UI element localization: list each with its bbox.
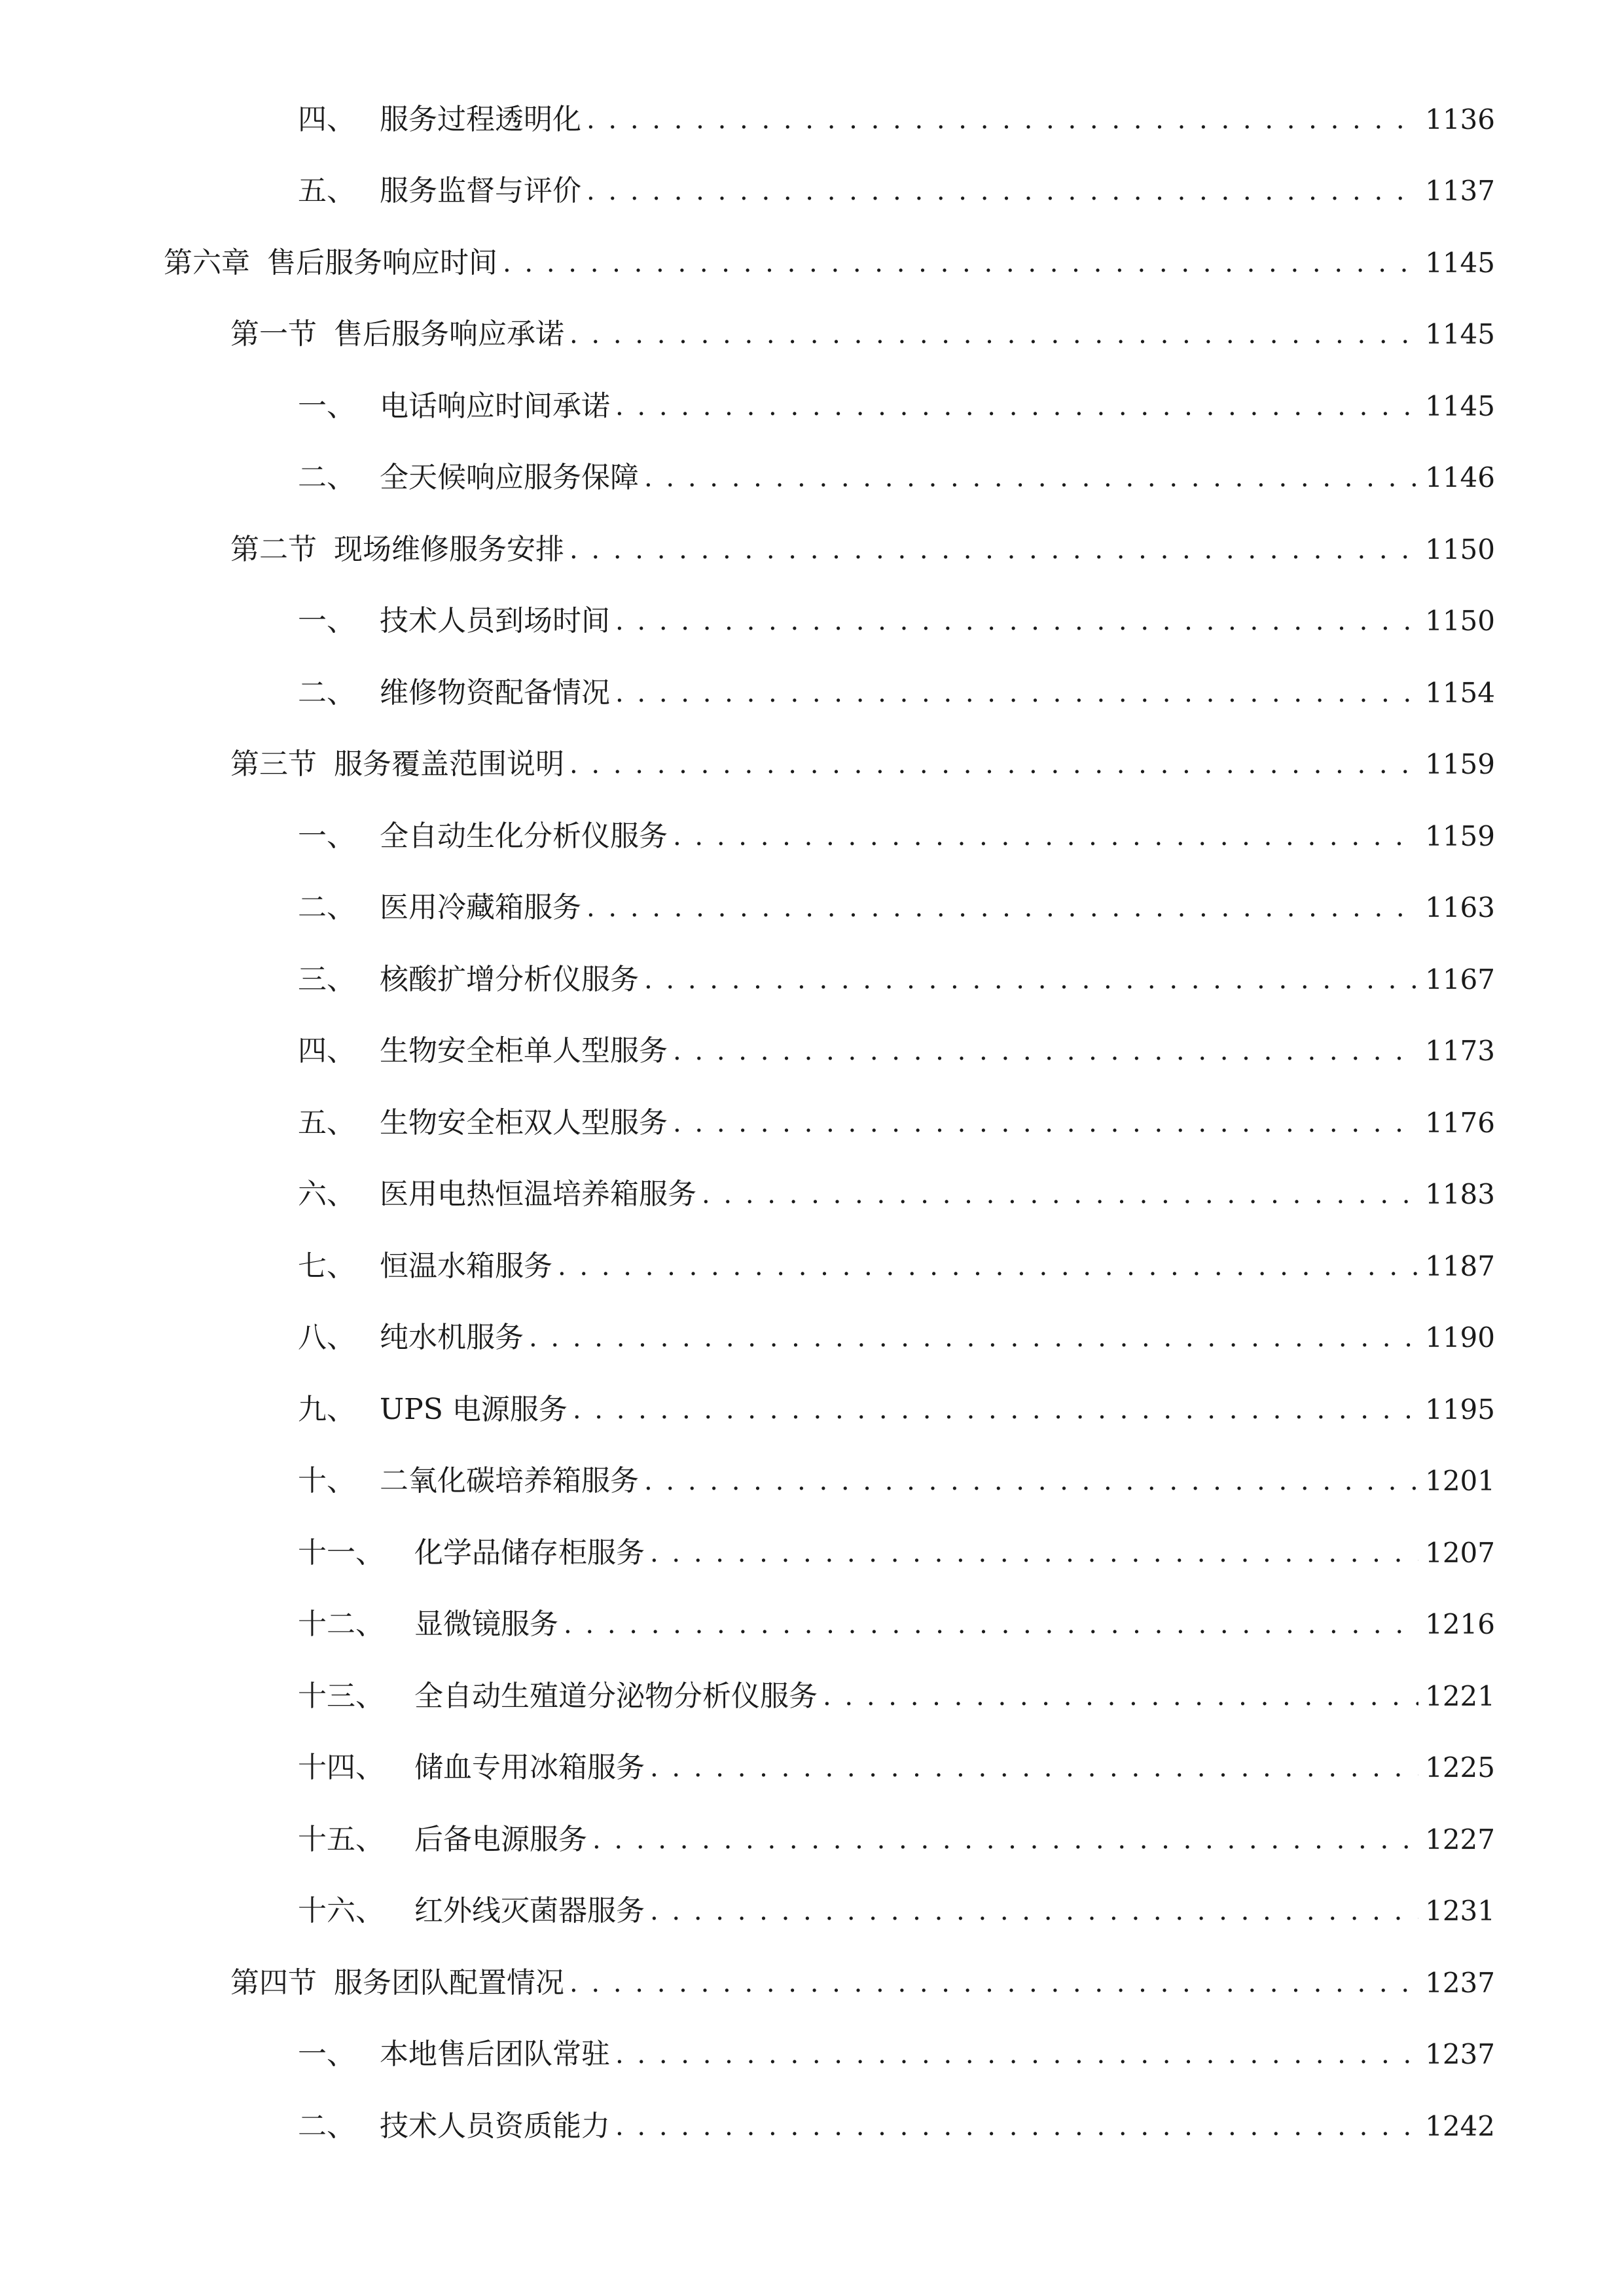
toc-entry-number: 四、 <box>298 1034 355 1067</box>
toc-entry-number: 一、 <box>298 819 355 853</box>
toc-entry-title: 显微镜服务 <box>414 1607 558 1641</box>
toc-entry[interactable] <box>298 1530 1495 1576</box>
toc-entry-number: 六、 <box>298 1177 355 1211</box>
toc-entry-page: 1190 <box>1425 1321 1495 1354</box>
toc-entry-number: 十四、 <box>298 1751 384 1784</box>
toc-entry-page: 1137 <box>1425 175 1495 207</box>
dot-leader <box>503 240 1418 286</box>
toc-entry-number: 第六章 <box>164 246 250 279</box>
toc-entry-title: 全自动生殖道分泌物分析仪服务 <box>414 1679 818 1713</box>
toc-entry-title: 服务团队配置情况 <box>334 1966 564 2000</box>
toc-entry-title: 技术人员到场时间 <box>380 604 610 637</box>
toc-entry-page: 1163 <box>1425 891 1495 924</box>
dot-leader <box>569 312 1418 357</box>
toc-entry-title: 售后服务响应承诺 <box>334 317 564 351</box>
toc-entry-number: 第一节 <box>230 317 317 351</box>
toc-entry-number: 十一、 <box>298 1536 384 1570</box>
toc-entry-title: 服务覆盖范围说明 <box>334 747 564 781</box>
dot-leader <box>573 1387 1418 1433</box>
dot-leader <box>615 2032 1418 2077</box>
dot-leader <box>673 1028 1418 1074</box>
toc-entry-page: 1242 <box>1425 2110 1495 2142</box>
toc-entry[interactable] <box>298 1100 1495 1146</box>
toc-entry-title: 售后服务响应时间 <box>267 246 497 279</box>
toc-entry-number: 五、 <box>298 1106 355 1139</box>
toc-entry[interactable] <box>298 957 1495 1003</box>
toc-entry-number: 二、 <box>298 891 355 924</box>
toc-entry-number: 四、 <box>298 103 355 136</box>
toc-entry-title: 核酸扩增分析仪服务 <box>380 963 639 996</box>
dot-leader <box>592 1817 1418 1863</box>
toc-entry-number: 第四节 <box>230 1966 317 2000</box>
toc-entry[interactable] <box>298 97 1495 143</box>
toc-entry[interactable] <box>298 455 1495 501</box>
toc-entry-number: 十三、 <box>298 1679 384 1713</box>
toc-entry-page: 1201 <box>1425 1465 1495 1497</box>
toc-entry[interactable] <box>298 1028 1495 1074</box>
toc-entry-title: 二氧化碳培养箱服务 <box>380 1464 639 1498</box>
toc-entry-title: 全自动生化分析仪服务 <box>380 819 668 853</box>
toc-entry-page: 1225 <box>1425 1751 1495 1784</box>
toc-entry-number: 五、 <box>298 174 355 207</box>
toc-entry-title: 维修物资配备情况 <box>380 676 610 709</box>
dot-leader <box>558 1244 1418 1289</box>
toc-entry-title: 技术人员资质能力 <box>380 2109 610 2143</box>
toc-entry[interactable] <box>298 1458 1495 1504</box>
toc-entry[interactable] <box>298 1244 1495 1289</box>
toc-entry-page: 1237 <box>1425 2038 1495 2070</box>
toc-entry-number: 十六、 <box>298 1894 384 1928</box>
toc-entry[interactable] <box>298 1817 1495 1863</box>
toc-entry-number: 十、 <box>298 1464 355 1498</box>
toc-entry[interactable] <box>298 670 1495 716</box>
toc-entry-title: 恒温水箱服务 <box>380 1249 552 1283</box>
dot-leader <box>569 742 1418 787</box>
toc-entry-number: 二、 <box>298 676 355 709</box>
dot-leader <box>615 2104 1418 2149</box>
dot-leader <box>644 957 1418 1003</box>
toc-entry-number: 三、 <box>298 963 355 996</box>
dot-leader <box>586 885 1418 931</box>
dot-leader <box>650 1888 1418 1934</box>
toc-chapter-entry[interactable] <box>164 240 1495 286</box>
toc-entry-number: 十二、 <box>298 1607 384 1641</box>
toc-entry-page: 1145 <box>1425 318 1495 350</box>
toc-entry-title: 生物安全柜单人型服务 <box>380 1034 668 1067</box>
toc-entry-number: 一、 <box>298 2037 355 2071</box>
toc-entry[interactable] <box>298 384 1495 429</box>
toc-entry[interactable] <box>298 814 1495 859</box>
toc-entry-title: 纯水机服务 <box>380 1321 524 1354</box>
dot-leader <box>650 1530 1418 1576</box>
dot-leader <box>615 670 1418 716</box>
toc-entry-title: 红外线灭菌器服务 <box>414 1894 645 1928</box>
toc-entry-page: 1136 <box>1425 103 1495 135</box>
toc-entry-number: 二、 <box>298 461 355 494</box>
toc-entry-page: 1173 <box>1425 1035 1495 1067</box>
toc-entry-page: 1167 <box>1425 963 1495 996</box>
toc-entry-number: 十五、 <box>298 1823 384 1856</box>
dot-leader <box>615 384 1418 429</box>
toc-entry-page: 1145 <box>1425 390 1495 422</box>
toc-entry-page: 1183 <box>1425 1178 1495 1210</box>
toc-entry-title: 化学品储存柜服务 <box>414 1536 645 1570</box>
toc-entry-number: 第三节 <box>230 747 317 781</box>
toc-entry-page: 1237 <box>1425 1967 1495 1999</box>
toc-entry[interactable] <box>298 1602 1495 1647</box>
dot-leader <box>569 527 1418 573</box>
dot-leader <box>673 1100 1418 1146</box>
dot-leader <box>702 1172 1418 1217</box>
toc-entry[interactable] <box>298 2104 1495 2149</box>
toc-entry-page: 1231 <box>1425 1895 1495 1927</box>
dot-leader <box>823 1674 1418 1719</box>
toc-entry-title: 服务监督与评价 <box>380 174 581 207</box>
toc-entry-title: 储血专用冰箱服务 <box>414 1751 645 1784</box>
toc-entry-title: 医用电热恒温培养箱服务 <box>380 1177 696 1211</box>
toc-entry[interactable] <box>298 885 1495 931</box>
toc-entry-page: 1216 <box>1425 1608 1495 1640</box>
toc-entry[interactable] <box>298 2032 1495 2077</box>
toc-entry[interactable] <box>298 1745 1495 1791</box>
toc-entry-title: UPS 电源服务 <box>380 1393 568 1426</box>
dot-leader <box>569 1960 1418 2006</box>
toc-section-entry[interactable] <box>230 1960 1495 2006</box>
toc-entry-number: 七、 <box>298 1249 355 1283</box>
toc-entry-number: 一、 <box>298 389 355 423</box>
toc-entry[interactable] <box>298 1172 1495 1217</box>
toc-section-entry[interactable] <box>230 742 1495 787</box>
dot-leader <box>644 1458 1418 1504</box>
toc-entry-number: 九、 <box>298 1393 355 1426</box>
toc-entry-page: 1227 <box>1425 1823 1495 1856</box>
toc-entry-page: 1159 <box>1425 748 1495 780</box>
toc-entry-title: 医用冷藏箱服务 <box>380 891 581 924</box>
dot-leader <box>586 97 1418 143</box>
toc-entry-page: 1159 <box>1425 820 1495 852</box>
toc-entry-page: 1176 <box>1425 1107 1495 1139</box>
toc-entry-page: 1146 <box>1425 461 1495 493</box>
toc-entry-number: 一、 <box>298 604 355 637</box>
toc-entry-page: 1150 <box>1425 533 1495 565</box>
toc-entry[interactable] <box>298 1315 1495 1361</box>
toc-section-entry[interactable] <box>230 312 1495 357</box>
dot-leader <box>564 1602 1418 1647</box>
toc-entry-page: 1154 <box>1425 677 1495 709</box>
toc-entry-title: 后备电源服务 <box>414 1823 587 1856</box>
toc-entry-number: 二、 <box>298 2109 355 2143</box>
toc-entry-page: 1145 <box>1425 247 1495 279</box>
toc-entry-title: 服务过程透明化 <box>380 103 581 136</box>
toc-entry-title: 本地售后团队常驻 <box>380 2037 610 2071</box>
toc-entry-title: 电话响应时间承诺 <box>380 389 610 423</box>
dot-leader <box>586 168 1418 214</box>
toc-entry[interactable] <box>298 168 1495 214</box>
toc-entry-page: 1207 <box>1425 1537 1495 1569</box>
toc-entry-number: 第二节 <box>230 533 317 566</box>
toc-entry-page: 1221 <box>1425 1680 1495 1712</box>
dot-leader <box>644 455 1418 501</box>
toc-entry[interactable] <box>298 598 1495 644</box>
dot-leader <box>673 814 1418 859</box>
dot-leader <box>650 1745 1418 1791</box>
toc-entry-number: 八、 <box>298 1321 355 1354</box>
toc-section-entry[interactable] <box>230 527 1495 573</box>
toc-entry-page: 1187 <box>1425 1250 1495 1282</box>
dot-leader <box>529 1315 1418 1361</box>
dot-leader <box>615 598 1418 644</box>
toc-entry-page: 1195 <box>1425 1393 1495 1426</box>
toc-entry[interactable] <box>298 1888 1495 1934</box>
toc-entry-title: 现场维修服务安排 <box>334 533 564 566</box>
toc-entry-page: 1150 <box>1425 605 1495 637</box>
toc-entry[interactable] <box>298 1674 1495 1719</box>
toc-entry[interactable] <box>298 1387 1495 1433</box>
toc-entry-title: 全天候响应服务保障 <box>380 461 639 494</box>
toc-entry-title: 生物安全柜双人型服务 <box>380 1106 668 1139</box>
